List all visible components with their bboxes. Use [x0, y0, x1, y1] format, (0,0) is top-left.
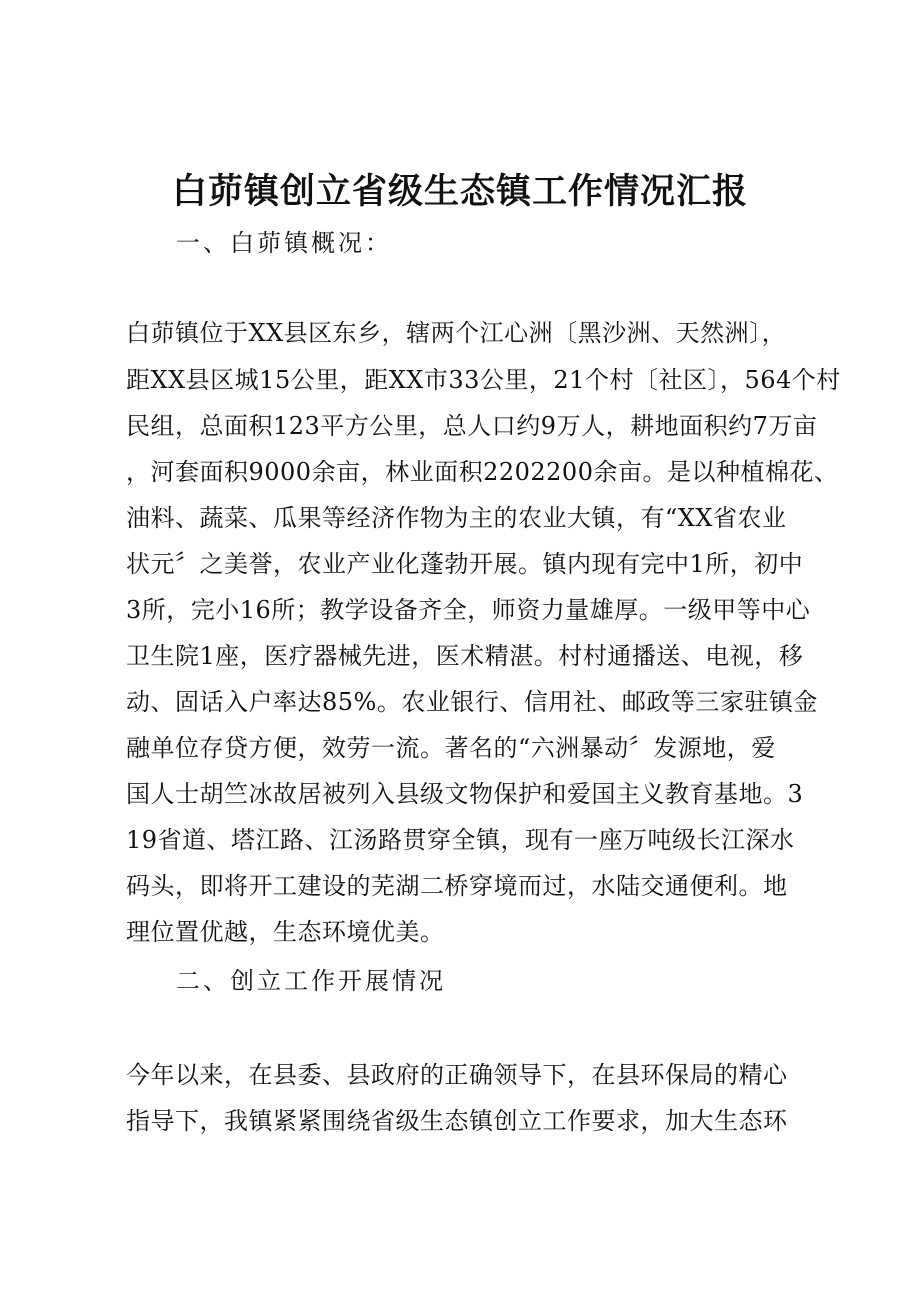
paragraph-line: 民组，总面积123平方公里，总人口约9万人，耕地面积约7万亩	[126, 412, 818, 440]
paragraph-line: 动、固话入户率达85%。农业银行、信用社、邮政等三家驻镇金	[126, 688, 818, 716]
paragraph-line: 3所，完小16所；教学设备齐全，师资力量雄厚。一级甲等中心	[126, 596, 811, 624]
paragraph-line: ，河套面积9000余亩，林业面积2202200余亩。是以种植棉花、	[126, 458, 839, 486]
section2-heading: 二、创立工作开展情况	[176, 967, 446, 995]
paragraph-line: 理位置优越，生态环境优美。	[126, 918, 445, 946]
document-title: 白茆镇创立省级生态镇工作情况汇报	[171, 172, 748, 212]
paragraph-line: 卫生院1座，医疗器械先进，医术精湛。村村通播送、电视，移	[126, 642, 804, 670]
paragraph-line: 国人士胡竺冰故居被列入县级文物保护和爱国主义教育基地。3	[126, 780, 804, 808]
paragraph-line: 指导下，我镇紧紧围绕省级生态镇创立工作要求，加大生态环	[126, 1107, 788, 1135]
paragraph-line: 状元〞之美誉，农业产业化蓬勃开展。镇内现有完中1所，初中	[126, 550, 804, 578]
paragraph-line: 距XX县区城15公里，距XX市33公里，21个村〔社区〕，564个村	[126, 366, 841, 394]
paragraph-line: 19省道、塔江路、江汤路贯穿全镇，现有一座万吨级长江深水	[126, 826, 795, 854]
paragraph-line: 今年以来，在县委、县政府的正确领导下，在县环保局的精心	[126, 1061, 788, 1089]
paragraph-line: 码头，即将开工建设的芜湖二桥穿境而过，水陆交通便利。地	[126, 872, 788, 900]
paragraph-line: 油料、蔬菜、瓜果等经济作物为主的农业大镇，有“XX省农业	[126, 504, 787, 532]
section1-heading: 一、白茆镇概况：	[176, 229, 392, 257]
paragraph-line: 融单位存贷方便，效劳一流。著名的“六洲暴动〞发源地，爱	[126, 734, 776, 762]
paragraph-line: 白茆镇位于XX县区东乡，辖两个江心洲〔黑沙洲、天然洲〕，	[126, 319, 787, 347]
